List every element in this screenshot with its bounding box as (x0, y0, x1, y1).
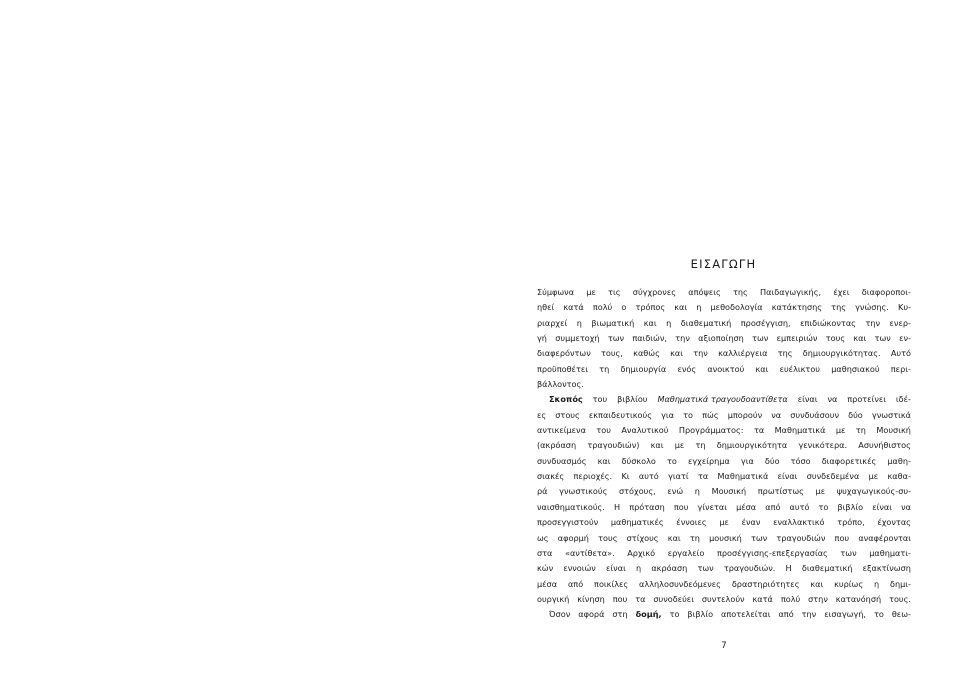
text-word: διαθεματική (680, 317, 732, 328)
text-word: στόχους, (619, 486, 656, 497)
text-word: βιβλίο (687, 609, 714, 620)
text-word: που (834, 532, 850, 543)
text-word: βιβλίου (617, 394, 648, 405)
text-line (537, 408, 911, 423)
text-word: των (752, 333, 769, 344)
text-line (537, 484, 911, 499)
text-word: περι- (890, 363, 911, 374)
text-word: της (777, 348, 793, 359)
text-word: που (612, 593, 628, 604)
text-word: από (778, 609, 794, 620)
text-word: πολύ (592, 302, 613, 313)
text-word: απόψεις (688, 287, 721, 297)
text-word: έχοντας (877, 517, 911, 528)
text-word: αφορά (578, 609, 605, 620)
text-word: την (693, 348, 708, 359)
text-word: συντελούν (701, 593, 745, 604)
text-word: κατανόησή (835, 593, 882, 604)
text-word: εναλλακτικό (773, 517, 825, 528)
text-word: την (865, 317, 881, 328)
text-word: δημι- (890, 578, 911, 589)
text-word: ηθεί (537, 302, 555, 313)
text-word: Αρχικό (627, 547, 656, 558)
text-word: μαθησιακού (831, 363, 880, 374)
text-word: για (661, 409, 675, 420)
text-word: πρωτίστως (757, 486, 804, 497)
text-word: κυρίως (834, 578, 864, 589)
text-word: ενερ- (889, 317, 911, 328)
text-word: τραγουδιών. (723, 563, 776, 574)
text-line (537, 592, 911, 607)
text-word: μαθηματικές (610, 517, 664, 528)
text-word: σύγχρονες (632, 287, 676, 297)
text-line (537, 577, 911, 592)
text-word: θεω- (891, 609, 911, 620)
text-word: ιδέ- (895, 394, 911, 405)
text-word: τη (855, 425, 866, 436)
text-word: γίνεται (697, 501, 727, 512)
text-word: ποικίλες (594, 578, 629, 589)
text-word: με (674, 440, 685, 451)
text-word: ριαρχεί (537, 317, 568, 328)
text-word: εννοιών (563, 563, 596, 574)
text-word: επιδιώκοντας (800, 317, 856, 328)
text-word: των (697, 563, 714, 574)
text-word: διαφοροποι- (861, 287, 911, 297)
text-word: ευέλικτου (779, 363, 820, 374)
text-word: μεθοδολογία (710, 302, 763, 313)
text-line (537, 362, 911, 377)
text-word: είναι (797, 394, 818, 405)
text-word: είναι (606, 563, 626, 574)
text-word: με (586, 287, 596, 297)
text-word: καθώς (633, 348, 660, 359)
text-word: αυτό (789, 501, 810, 512)
text-word: δραστηριότητες (731, 578, 800, 589)
text-word: ο (621, 302, 627, 313)
text-word: τα (697, 471, 709, 482)
text-word: με (719, 517, 729, 528)
text-word: δημιουργικότητας. (802, 348, 881, 359)
text-word: καλλιέργεια (718, 348, 768, 359)
text-word: προϋποθέτει (537, 363, 588, 374)
text-word: τις (608, 287, 621, 297)
text-word: διαθεματική (801, 563, 853, 574)
text-word: προτείνει (847, 394, 886, 405)
text-word: γνωστικά (871, 409, 911, 420)
text-word: σιακές (537, 471, 565, 482)
text-word: και (810, 578, 824, 589)
text-word: και (643, 317, 657, 328)
text-word: πολύ (780, 593, 801, 604)
text-word: Μουσική (876, 425, 911, 436)
text-word: εμπειριών (776, 333, 818, 344)
text-word: τους (598, 532, 618, 543)
text-word: του (596, 425, 611, 436)
text-word: και (667, 532, 681, 543)
text-word: συμμετοχή (555, 333, 600, 344)
text-word: ες (537, 409, 547, 420)
text-word: για (740, 455, 754, 466)
text-word: το (669, 609, 680, 620)
text-word: έννοιες (676, 517, 707, 528)
text-word: στην (808, 593, 828, 604)
text-word: και (674, 302, 688, 313)
text-word: στους (555, 409, 580, 420)
text-word: Προγράμματος: (678, 425, 744, 436)
text-word: προσέγγιση, (740, 317, 791, 328)
text-word: δύο (764, 455, 780, 466)
text-word: Η (613, 501, 621, 512)
bold-term: δομή, (635, 609, 662, 620)
text-word: και (670, 348, 684, 359)
body-text (537, 285, 911, 623)
text-word: γνώσης. (855, 302, 889, 313)
text-word: ανοικτού (707, 363, 745, 374)
text-line (537, 285, 911, 300)
text-word: έναν (741, 517, 761, 528)
text-line (537, 454, 911, 469)
text-word: Παιδαγωγικής, (760, 287, 822, 297)
text-word: περιοχές. (573, 471, 613, 482)
text-word: η (576, 317, 582, 328)
text-word: τραγουδιών) (587, 440, 640, 451)
text-word: Ασυνήθιστος (858, 440, 911, 451)
text-word: από (765, 501, 781, 512)
text-word: γή (537, 333, 547, 344)
text-word: είναι (872, 501, 893, 512)
text-word: ρά (537, 486, 548, 497)
text-line (537, 469, 911, 484)
text-word: το (667, 455, 677, 466)
text-word: Αυτό (890, 348, 911, 359)
text-word: συνδυασμός (537, 455, 587, 466)
text-word: τα (753, 425, 765, 436)
text-word: ενώ (667, 486, 684, 497)
text-word: δύο (848, 409, 863, 420)
text-word: βιβλίο (837, 501, 864, 512)
text-word: καθα- (887, 471, 911, 482)
text-word: με (868, 471, 879, 482)
text-word: Η (785, 563, 792, 574)
text-word: Κυ- (898, 302, 911, 313)
text-word: να (827, 394, 838, 405)
text-word: (ακρόαση (537, 440, 577, 451)
text-word: και (755, 363, 769, 374)
book-title-italic: Μαθηματικά τραγουδοαντίθετα (657, 394, 788, 405)
text-line (537, 316, 911, 331)
text-word: τρόπος (635, 302, 666, 313)
text-word: Σύμφωνα (537, 287, 575, 297)
text-word: τρόπο, (837, 517, 865, 528)
text-word: εισαγωγή, (824, 609, 867, 620)
text-word: δημιουργικότητα (716, 440, 788, 451)
text-word: πρόταση (629, 501, 665, 512)
text-word: αυτό (638, 471, 659, 482)
text-word: Κι (621, 471, 630, 482)
text-line (537, 300, 911, 315)
text-word: κίνηση (577, 593, 605, 604)
left-page-blank (0, 0, 481, 680)
text-word: να (771, 409, 782, 420)
text-word: των (750, 532, 768, 543)
text-word: αλληλοσυνδεόμενες (639, 578, 721, 589)
text-word: συνδυάσουν (790, 409, 840, 420)
text-line (537, 515, 911, 530)
text-word: η (636, 563, 642, 574)
text-word: κατάκτησης (771, 302, 823, 313)
text-word: τραγουδιών (776, 532, 826, 543)
text-word: να (901, 501, 911, 512)
text-word: Μουσική (711, 486, 747, 497)
text-word: με (815, 486, 826, 497)
text-word: κατά (752, 593, 773, 604)
text-word: δημιουργία (620, 363, 667, 374)
text-word: στη (612, 609, 628, 620)
text-word: ενός (677, 363, 697, 374)
text-word: μαθη- (887, 455, 911, 466)
text-line (537, 377, 911, 392)
text-word: κών (537, 563, 554, 574)
text-word: συνδεδεμένα (806, 471, 860, 482)
text-word: ναισθηματικούς. (537, 501, 605, 512)
text-word: τη (689, 532, 700, 543)
text-word: τους (825, 333, 846, 344)
text-word: το (683, 409, 694, 420)
text-word: Όσον (549, 609, 571, 620)
text-word: Αναλυτικού (621, 425, 669, 436)
text-word: του (592, 394, 608, 405)
text-word: ουργική (537, 593, 570, 604)
text-word: γνωστικούς (559, 486, 608, 497)
text-word: γιατί (668, 471, 689, 482)
text-line (537, 500, 911, 515)
text-word: αφορμή (557, 532, 589, 543)
page-number: 7 (721, 641, 727, 651)
text-line (537, 331, 911, 346)
right-page (481, 0, 963, 680)
text-word: στα (537, 547, 553, 558)
text-word: διαφερόντων (537, 348, 591, 359)
text-word: η (696, 302, 702, 313)
text-word: και (597, 455, 611, 466)
text-word: «αντίθετα». (564, 547, 615, 558)
text-word: εγχείρημα (687, 455, 730, 466)
text-word: των (607, 333, 625, 344)
text-word: των (874, 333, 891, 344)
text-word: εξακτίνωση (862, 563, 911, 574)
text-word: πώς (702, 409, 719, 420)
text-word: με (835, 425, 846, 436)
text-word: είναι (777, 471, 798, 482)
text-word: η (873, 578, 880, 589)
text-word: κατά (563, 302, 584, 313)
text-word: αξιοποίηση (698, 333, 744, 344)
text-word: την (801, 609, 817, 620)
text-word: εκπαιδευτικούς (588, 409, 652, 420)
text-word: βάλλοντος. (537, 379, 584, 390)
text-line (537, 423, 911, 438)
text-word: εργαλείο (667, 547, 705, 558)
text-word: συνοδεύει (653, 593, 694, 604)
text-word: αντικείμενα (537, 425, 586, 436)
text-word: τους. (889, 593, 911, 604)
text-line (537, 346, 911, 361)
text-word: μαθηματι- (869, 547, 911, 558)
bold-term: Σκοπός (549, 394, 583, 405)
text-word: τη (695, 440, 706, 451)
text-word: βιωματική (591, 317, 635, 328)
text-word: τη (599, 363, 610, 374)
text-word: που (673, 501, 689, 512)
text-word: το (873, 609, 884, 620)
text-word: η (694, 486, 700, 497)
text-word: ακρόαση (651, 563, 688, 574)
text-word: τους, (600, 348, 623, 359)
text-word: μέσα (736, 501, 757, 512)
text-word: ψυχαγωγικούς-συ- (836, 486, 911, 497)
text-word: και (650, 440, 664, 451)
text-word: μπορούν (727, 409, 763, 420)
text-word: το (818, 501, 829, 512)
text-word: προσεγγιστούν (537, 517, 599, 528)
text-word: έχει (833, 287, 850, 297)
text-word: γενικότερα. (798, 440, 848, 451)
text-word: αναφέρονται (858, 532, 911, 543)
text-word: αποτελείται (721, 609, 771, 620)
text-word: στίχους (626, 532, 659, 543)
text-word: και (853, 333, 867, 344)
text-word: τόσο (790, 455, 811, 466)
text-word: διαφορετικές (821, 455, 877, 466)
chapter-title: ΕΙΣΑΓΩΓΗ (690, 257, 757, 271)
text-word: Μαθηματικά (774, 425, 826, 436)
text-word: η (666, 317, 672, 328)
text-word: από (567, 578, 584, 589)
text-word: μέσα (537, 578, 558, 589)
text-line (537, 531, 911, 546)
text-word: των (840, 547, 857, 558)
text-word: της (831, 302, 846, 313)
text-word: εν- (899, 333, 911, 344)
text-line (537, 392, 911, 407)
text-word: μουσική (709, 532, 742, 543)
text-word: παιδιών, (632, 333, 667, 344)
text-line (537, 546, 911, 561)
text-word: τα (635, 593, 646, 604)
text-line (537, 561, 911, 576)
text-line (537, 438, 911, 453)
text-word: της (732, 287, 748, 297)
text-line (537, 607, 911, 622)
text-word: προσέγγισης-επεξεργασίας (716, 547, 828, 558)
text-word: δύσκολο (621, 455, 656, 466)
text-word: ως (537, 532, 549, 543)
text-word: την (675, 333, 690, 344)
text-word: Μαθηματικά (717, 471, 769, 482)
